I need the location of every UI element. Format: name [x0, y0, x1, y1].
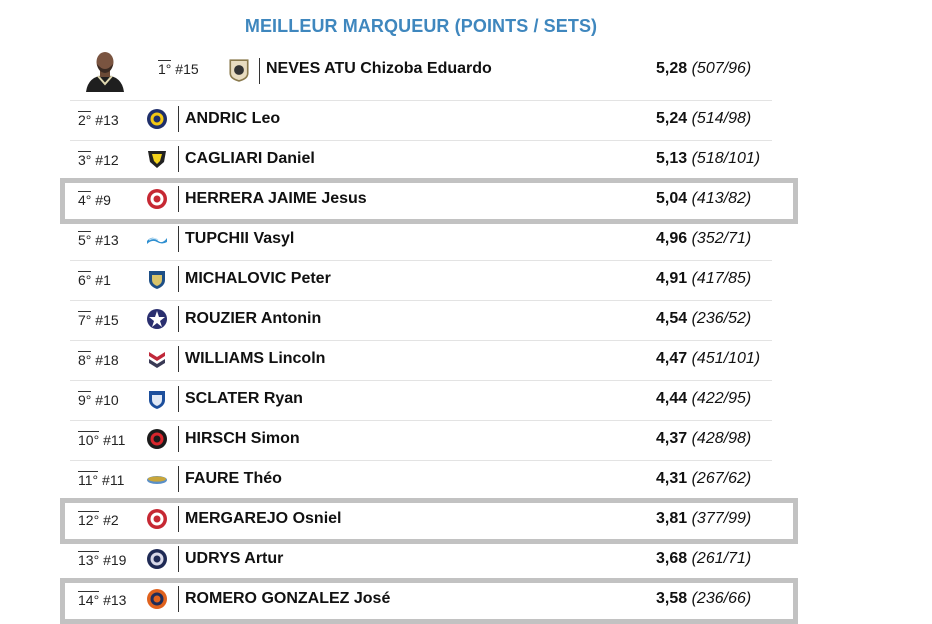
table-row: [70, 380, 772, 421]
jersey-number: #2: [103, 512, 119, 528]
points-per-set: 4,47: [656, 350, 688, 367]
jersey-number: #15: [175, 61, 199, 77]
divider: [178, 266, 179, 292]
jersey-number: #18: [95, 352, 119, 368]
rank: [78, 152, 119, 168]
rank: [78, 352, 119, 368]
divider: [178, 426, 179, 452]
points-per-set: 4,31: [656, 470, 688, 487]
points-sets-detail: (261/71): [691, 550, 752, 567]
points-per-set: 4,96: [656, 230, 688, 247]
score: [656, 510, 751, 528]
jersey-number: #13: [103, 592, 127, 608]
team-logo-blue-shield-icon: [146, 268, 168, 290]
score: [656, 550, 751, 568]
player-name: FAURE Théo: [185, 470, 282, 487]
team-logo-black-red-icon: [146, 428, 168, 450]
team-logo-red-white-icon: [146, 508, 168, 530]
rank-position: 12°: [78, 512, 100, 528]
table-row: [70, 340, 772, 381]
rank-position: 6°: [78, 272, 92, 288]
rank-position: 8°: [78, 352, 92, 368]
points-sets-detail: (352/71): [691, 230, 752, 247]
points-sets-detail: (514/98): [691, 110, 752, 127]
points-sets-detail: (428/98): [691, 430, 752, 447]
points-per-set: 4,54: [656, 310, 688, 327]
score: [656, 190, 751, 208]
player-name: ANDRIC Leo: [185, 110, 281, 127]
points-sets-detail: (422/95): [691, 390, 752, 407]
score: [656, 150, 760, 168]
rank-position: 10°: [78, 432, 100, 448]
player-name: HERRERA JAIME Jesus: [185, 190, 367, 207]
jersey-number: #13: [95, 232, 119, 248]
table-row: [70, 180, 772, 221]
points-per-set: 3,81: [656, 510, 688, 527]
player-name: HIRSCH Simon: [185, 430, 300, 447]
team-logo-black-gold-icon: [227, 56, 251, 84]
rank: [78, 112, 119, 128]
divider: [178, 586, 179, 612]
points-per-set: 5,04: [656, 190, 688, 207]
score: [656, 110, 751, 128]
rank-position: 11°: [78, 472, 99, 488]
rank: [78, 392, 119, 408]
player-name: NEVES ATU Chizoba Eduardo: [266, 60, 492, 77]
score: [656, 470, 751, 488]
player-name: TUPCHII Vasyl: [185, 230, 295, 247]
points-per-set: 5,24: [656, 110, 688, 127]
score: [656, 230, 751, 248]
player-name: SCLATER Ryan: [185, 390, 303, 407]
table-row: [70, 580, 772, 621]
rank-position: 7°: [78, 312, 92, 328]
player-name: UDRYS Artur: [185, 550, 284, 567]
table-row: [70, 140, 772, 181]
rank-position: 9°: [78, 392, 92, 408]
rank: [78, 432, 125, 448]
rank-position: 1°: [158, 61, 172, 77]
rank-position: 14°: [78, 592, 100, 608]
jersey-number: #19: [103, 552, 127, 568]
points-per-set: 4,44: [656, 390, 688, 407]
points-sets-detail: (377/99): [691, 510, 752, 527]
divider: [259, 58, 260, 84]
rank: [78, 552, 126, 568]
divider: [178, 386, 179, 412]
divider: [178, 546, 179, 572]
divider: [178, 306, 179, 332]
divider: [178, 226, 179, 252]
rank-position: 5°: [78, 232, 92, 248]
jersey-number: #9: [95, 192, 111, 208]
table-row: [70, 100, 772, 141]
points-sets-detail: (417/85): [691, 270, 752, 287]
team-logo-blue-wave-icon: [146, 228, 168, 250]
rank: [78, 472, 124, 488]
rank: [78, 192, 111, 208]
divider: [178, 466, 179, 492]
points-sets-detail: (236/52): [691, 310, 752, 327]
rank-position: 3°: [78, 152, 92, 168]
team-logo-red-white-icon: [146, 188, 168, 210]
team-logo-blue-badge-icon: [146, 388, 168, 410]
points-sets-detail: (236/66): [691, 590, 752, 607]
score: [656, 60, 751, 78]
score: [656, 430, 751, 448]
team-logo-navy-circle-icon: [146, 548, 168, 570]
table-row: [70, 220, 772, 261]
points-per-set: 3,58: [656, 590, 688, 607]
divider: [178, 186, 179, 212]
table-row: [70, 540, 772, 581]
team-logo-gold-swoosh-icon: [146, 468, 168, 490]
player-name: ROMERO GONZALEZ José: [185, 590, 391, 607]
points-sets-detail: (518/101): [691, 150, 761, 167]
player-name: CAGLIARI Daniel: [185, 150, 315, 167]
table-row: [70, 300, 772, 341]
player-name: WILLIAMS Lincoln: [185, 350, 326, 367]
rank: [78, 512, 119, 528]
rank-position: 13°: [78, 552, 100, 568]
points-per-set: 5,28: [656, 60, 688, 77]
jersey-number: #15: [95, 312, 119, 328]
rank: [158, 61, 199, 77]
score: [656, 270, 751, 288]
score: [656, 390, 751, 408]
jersey-number: #1: [95, 272, 111, 288]
player-photo: [82, 46, 128, 92]
rank: [78, 312, 119, 328]
table-row: [70, 500, 772, 541]
divider: [178, 346, 179, 372]
team-logo-black-yellow-icon: [146, 148, 168, 170]
jersey-number: #10: [95, 392, 119, 408]
player-name: MICHALOVIC Peter: [185, 270, 331, 287]
points-sets-detail: (267/62): [691, 470, 752, 487]
team-logo-navy-yellow-icon: [146, 108, 168, 130]
points-sets-detail: (451/101): [691, 350, 761, 367]
player-name: MERGAREJO Osniel: [185, 510, 342, 527]
team-logo-star-icon: [146, 308, 168, 330]
jersey-number: #12: [95, 152, 119, 168]
score: [656, 350, 760, 368]
points-per-set: 3,68: [656, 550, 688, 567]
score: [656, 590, 751, 608]
table-row: [70, 40, 772, 101]
points-per-set: 4,37: [656, 430, 688, 447]
jersey-number: #11: [102, 472, 125, 488]
jersey-number: #11: [103, 432, 126, 448]
jersey-number: #13: [95, 112, 119, 128]
rank: [78, 232, 119, 248]
rank-position: 4°: [78, 192, 92, 208]
points-per-set: 5,13: [656, 150, 688, 167]
table-row: [70, 260, 772, 301]
team-logo-red-chevrons-icon: [146, 348, 168, 370]
table-row: [70, 460, 772, 501]
table-row: [70, 420, 772, 461]
divider: [178, 146, 179, 172]
rank: [78, 272, 111, 288]
points-sets-detail: (413/82): [691, 190, 752, 207]
rank-position: 2°: [78, 112, 92, 128]
team-logo-orange-navy-icon: [146, 588, 168, 610]
player-name: ROUZIER Antonin: [185, 310, 322, 327]
divider: [178, 106, 179, 132]
divider: [178, 506, 179, 532]
page-title: MEILLEUR MARQUEUR (POINTS / SETS): [244, 16, 598, 36]
score: [656, 310, 751, 328]
points-per-set: 4,91: [656, 270, 688, 287]
points-sets-detail: (507/96): [691, 60, 752, 77]
rank: [78, 592, 126, 608]
